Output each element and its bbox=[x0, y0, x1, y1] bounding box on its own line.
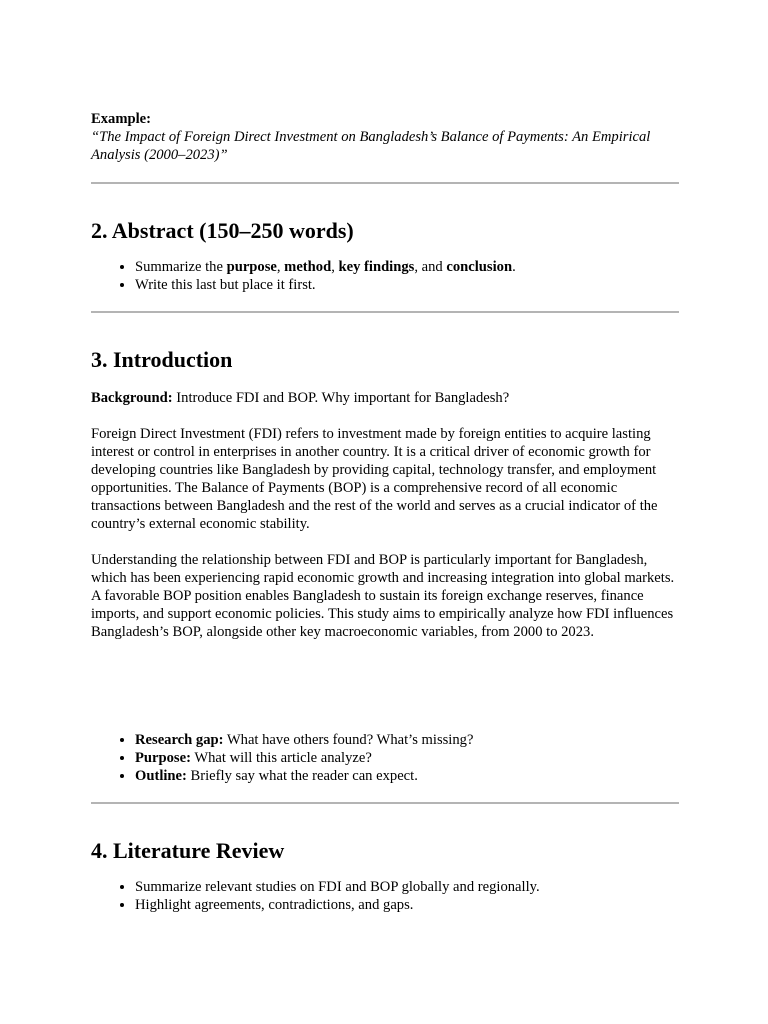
background-line bbox=[91, 389, 679, 407]
introduction-bullet-list bbox=[91, 731, 679, 785]
list-item bbox=[135, 731, 679, 749]
bullet-label: Outline: bbox=[135, 768, 187, 784]
list-item bbox=[135, 767, 679, 785]
bullet-text: , bbox=[331, 259, 339, 275]
intro-paragraph-2: Understanding the relationship between FDI and BOP is particularly important for Bangladesh, which has been experiencing rapid economic growth and increasing integration into global markets. A favorable BOP position enables Bangladesh to sustain its foreign exchange reserves, finance imports, and support economic policies. This study aims to empirically analyze how FDI influences Bangladesh’s BOP, alongside other key macroeconomic variables, from 2000 to 2023. bbox=[91, 552, 675, 640]
bullet-label: Purpose: bbox=[135, 750, 191, 766]
list-item bbox=[135, 749, 679, 767]
abstract-heading: 2. Abstract (150–250 words) bbox=[91, 218, 354, 243]
bold-term-key-findings: key findings bbox=[338, 259, 415, 275]
bold-term-purpose: purpose bbox=[226, 259, 277, 275]
literature-review-heading: 4. Literature Review bbox=[91, 838, 285, 863]
bullet-text: , and bbox=[414, 259, 447, 275]
bullet-text: Summarize the bbox=[135, 259, 227, 275]
document-page bbox=[91, 110, 679, 914]
list-item: • Summarize relevant studies on FDI and BOP globally and regionally. bbox=[135, 878, 679, 896]
bold-term-method: method bbox=[284, 259, 332, 275]
abstract-bullet-list bbox=[91, 258, 679, 294]
bullet-label: Research gap: bbox=[135, 732, 224, 748]
intro-paragraph-1: Foreign Direct Investment (FDI) refers to investment made by foreign entities to acquire lasting interest or control in enterprises in another country. It is a critical driver of economic growth for developing countries like Bangladesh by providing capital, technology transfer, and employment opportunities. The Balance of Payments (BOP) is a comprehensive record of all economic transactions between Bangladesh and the rest of the world and serves as a crucial indicator of the country’s external economic stability. bbox=[91, 426, 658, 532]
example-label: Example: bbox=[91, 111, 151, 127]
list-item: • Highlight agreements, contradictions, and gaps. bbox=[135, 896, 679, 914]
background-text: Introduce FDI and BOP. Why important for Bangladesh? bbox=[172, 390, 510, 406]
literature-bullet-list bbox=[91, 878, 679, 914]
bullet-text: , bbox=[276, 259, 285, 275]
background-label: Background: bbox=[91, 390, 173, 406]
bullet-text: . bbox=[512, 259, 516, 275]
list-item bbox=[135, 258, 679, 276]
bold-term-conclusion: conclusion bbox=[446, 259, 513, 275]
bullet-text: What have others found? What’s missing? bbox=[223, 732, 474, 748]
list-item: • Write this last but place it first. bbox=[135, 276, 679, 294]
bullet-text: Briefly say what the reader can expect. bbox=[186, 768, 418, 784]
example-title: “The Impact of Foreign Direct Investment on Bangladesh’s Balance of Payments: An Empirical Analysis (2000–2023)” bbox=[91, 129, 651, 163]
bullet-text: What will this article analyze? bbox=[190, 750, 372, 766]
introduction-heading: 3. Introduction bbox=[91, 347, 233, 372]
